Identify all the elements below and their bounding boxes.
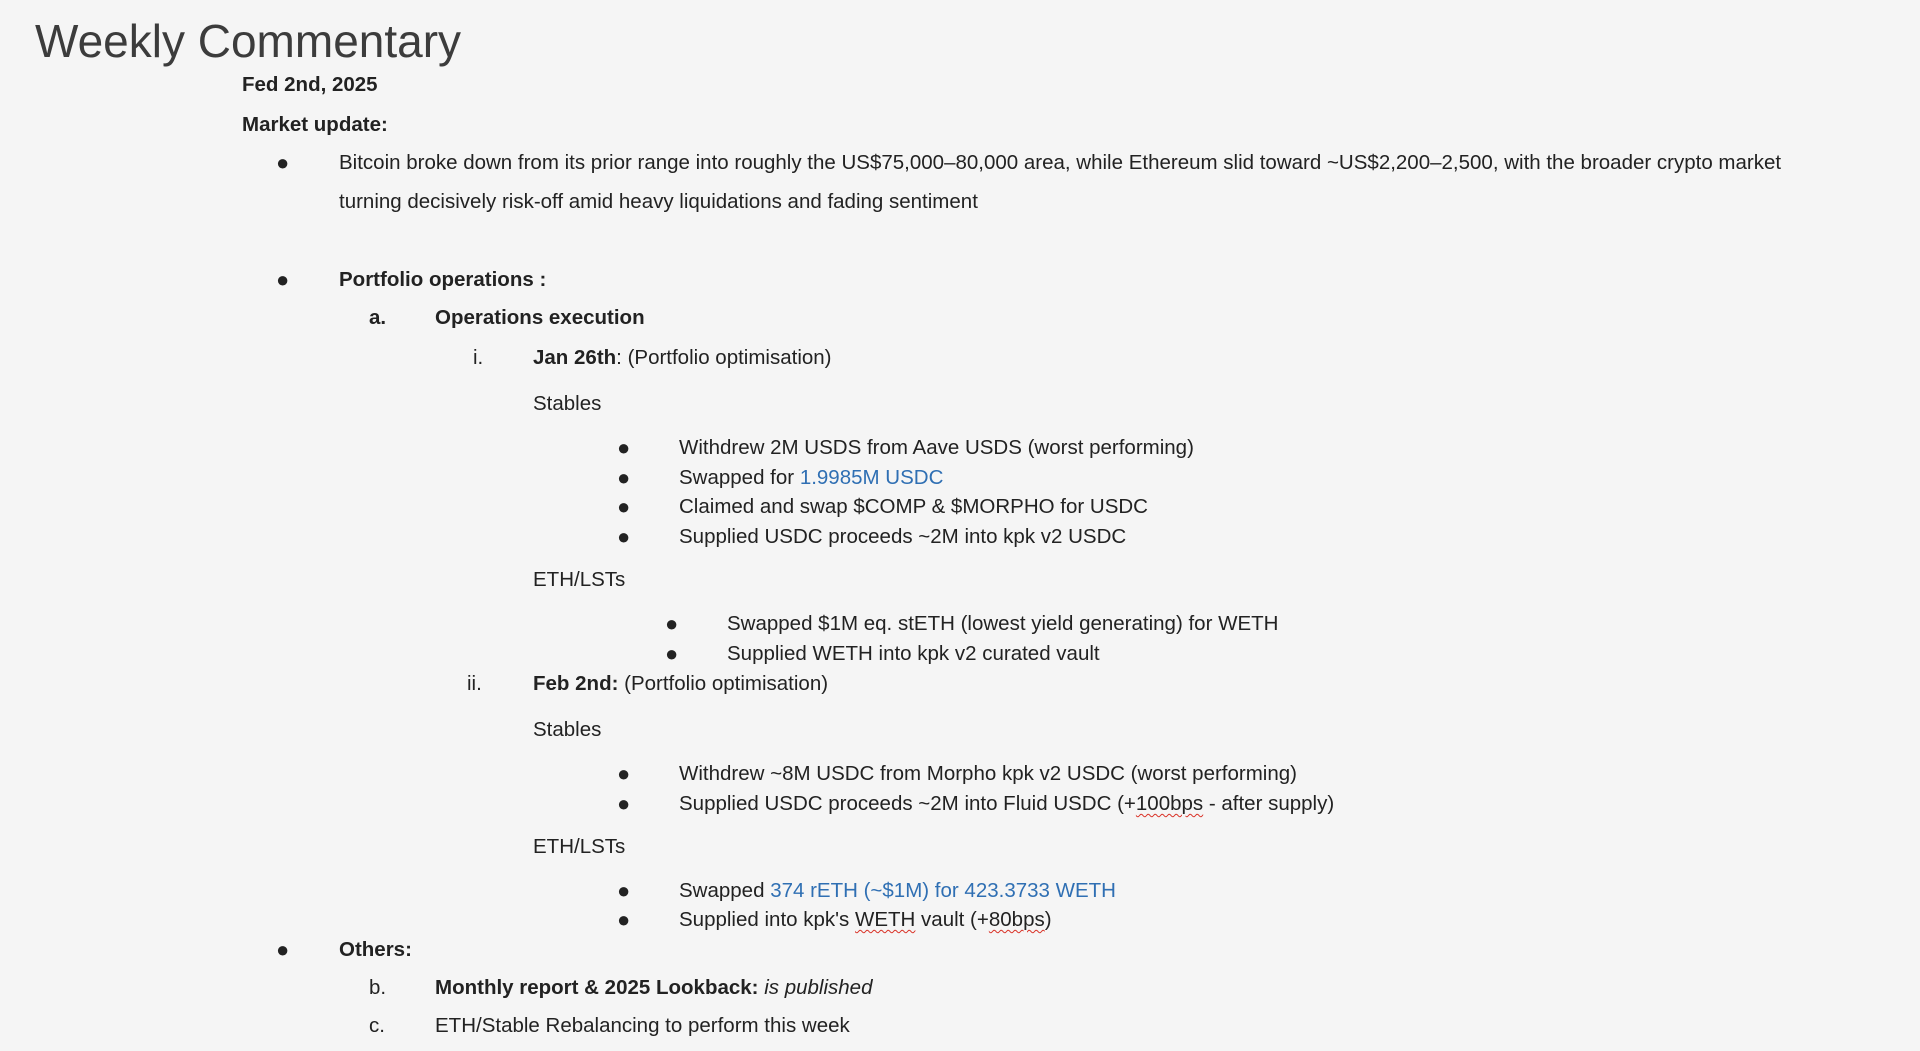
list-marker: c. <box>369 1014 385 1037</box>
list-item-text: Swapped <box>679 879 771 902</box>
bullet-icon: ● <box>617 878 631 903</box>
bullet-icon: ● <box>617 761 631 786</box>
spellcheck-word: 80bps <box>988 908 1045 931</box>
entry-desc: : (Portfolio optimisation) <box>616 346 832 369</box>
reth-swap-link[interactable]: 374 rETH (~$1M) for 423.3733 WETH <box>770 879 1116 902</box>
date-heading: Fed 2nd, 2025 <box>242 73 378 96</box>
bullet-icon: ● <box>617 494 631 519</box>
usdc-amount-link[interactable]: 1.9985M USDC <box>799 466 944 489</box>
spellcheck-word: 100bps <box>1135 792 1204 815</box>
bullet-icon: ● <box>617 791 631 816</box>
document-title: Weekly Commentary <box>35 15 462 67</box>
stables-label: Stables <box>533 718 602 741</box>
spellcheck-word: WETH <box>855 908 916 931</box>
bullet-icon: ● <box>617 435 631 460</box>
list-item-italic: is published <box>758 976 873 999</box>
list-item: Withdrew ~8M USDC from Morpho kpk v2 USDC (worst performing) <box>679 762 1297 785</box>
list-item <box>679 877 1116 905</box>
list-item-text: ) <box>1044 908 1052 931</box>
operations-execution-heading: Operations execution <box>435 306 645 329</box>
stables-label: Stables <box>533 392 602 415</box>
list-item-text: Supplied USDC proceeds ~2M into Fluid USDC (+ <box>679 792 1136 815</box>
market-update-line-2: turning decisively risk-off amid heavy liquidations and fading sentiment <box>339 190 978 213</box>
list-item: Withdrew 2M USDS from Aave USDS (worst performing) <box>679 436 1194 459</box>
bullet-icon: ● <box>617 465 631 490</box>
list-item: Swapped $1M eq. stETH (lowest yield generating) for WETH <box>727 612 1279 635</box>
list-item-text: - after supply) <box>1203 792 1335 815</box>
bullet-icon: ● <box>276 267 290 292</box>
list-item <box>679 464 943 492</box>
entry-date: Feb 2nd: <box>533 672 619 695</box>
list-item: Claimed and swap $COMP & $MORPHO for USDC <box>679 495 1148 518</box>
list-item-text: vault (+ <box>915 908 989 931</box>
eth-lsts-label: ETH/LSTs <box>533 835 626 858</box>
list-marker: i. <box>473 346 484 369</box>
list-item-bold: Monthly report & 2025 Lookback: <box>435 976 759 999</box>
list-item-text: Swapped for <box>679 466 800 489</box>
entry-feb2 <box>533 670 828 698</box>
list-item-text: Supplied into kpk's <box>679 908 855 931</box>
entry-jan26 <box>533 344 832 372</box>
entry-desc: (Portfolio optimisation) <box>618 672 829 695</box>
bullet-icon: ● <box>665 641 679 666</box>
list-marker: ii. <box>467 672 482 695</box>
portfolio-operations-heading: Portfolio operations : <box>339 268 547 291</box>
eth-lsts-label: ETH/LSTs <box>533 568 626 591</box>
bullet-icon: ● <box>617 907 631 932</box>
list-marker: a. <box>369 306 387 329</box>
others-heading: Others: <box>339 938 412 961</box>
list-item <box>679 790 1334 818</box>
bullet-icon: ● <box>276 937 290 962</box>
entry-date: Jan 26th <box>533 346 617 369</box>
list-item: ETH/Stable Rebalancing to perform this week <box>435 1014 850 1037</box>
list-marker: b. <box>369 976 387 999</box>
list-item <box>679 906 1052 934</box>
market-update-heading: Market update: <box>242 113 388 136</box>
bullet-icon: ● <box>276 150 290 175</box>
list-item <box>435 974 872 1002</box>
bullet-icon: ● <box>665 611 679 636</box>
market-update-line-1: Bitcoin broke down from its prior range into roughly the US$75,000–80,000 area, while Ethereum slid toward ~US$2,200–2,500, with the broader crypto market <box>339 151 1782 174</box>
list-item: Supplied USDC proceeds ~2M into kpk v2 USDC <box>679 525 1127 548</box>
bullet-icon: ● <box>617 524 631 549</box>
list-item: Supplied WETH into kpk v2 curated vault <box>727 642 1100 665</box>
